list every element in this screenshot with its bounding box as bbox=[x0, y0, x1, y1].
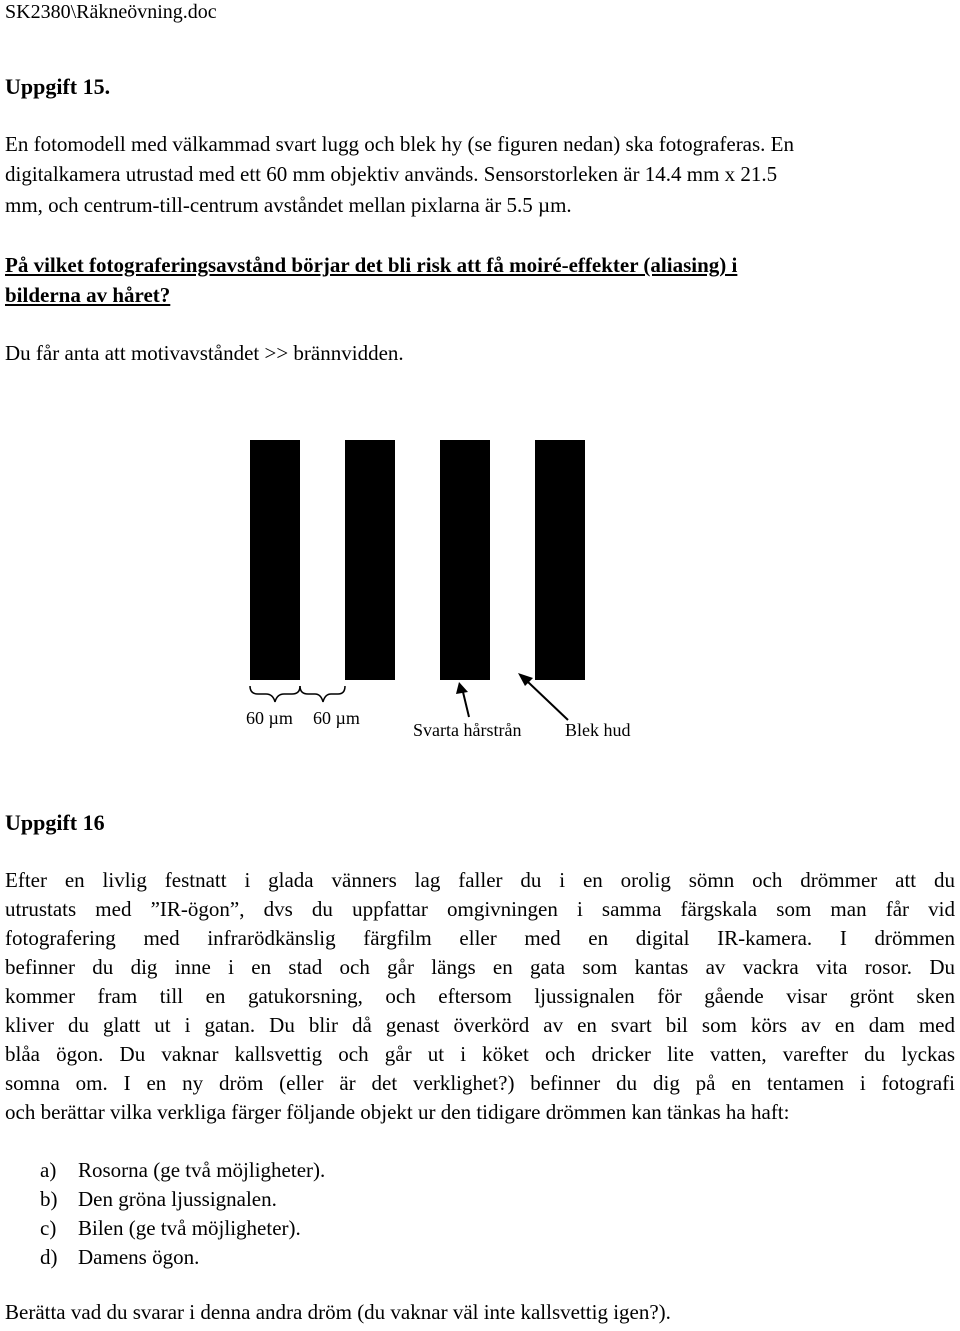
document-filename: SK2380\Räkneövning.doc bbox=[5, 1, 217, 23]
skin-label: Blek hud bbox=[565, 720, 631, 740]
list-item-letter: a) bbox=[40, 1158, 57, 1182]
width-brace-right bbox=[300, 686, 345, 702]
hair-strand-bar bbox=[250, 440, 300, 680]
list-item bbox=[40, 1185, 325, 1214]
hair-strand-bar bbox=[535, 440, 585, 680]
task-16-body-line: utrustats med ”IR-ögon”, dvs du uppfattar omgivningen i samma färgskala som man får vid bbox=[5, 897, 955, 921]
task-16-closing: Berätta vad du svarar i denna andra dröm (du vaknar väl inte kallsvettig igen?). bbox=[5, 1300, 671, 1324]
task-15-question-line-2: bilderna av håret? bbox=[5, 283, 171, 307]
hair-figure bbox=[0, 430, 960, 770]
width-label-2: 60 µm bbox=[313, 708, 360, 728]
width-label-1: 60 µm bbox=[246, 708, 293, 728]
task-15-intro-line-2: digitalkamera utrustad med ett 60 mm objektiv används. Sensorstorleken är 14.4 mm x 21.5 bbox=[5, 162, 778, 186]
task-15-question-line-1: På vilket fotograferingsavstånd börjar det bli risk att få moiré-effekter (aliasing) i bbox=[5, 253, 738, 277]
list-item bbox=[40, 1156, 325, 1185]
task-15-hint: Du får anta att motivavståndet >> brännvidden. bbox=[5, 341, 404, 365]
task-16-body-line: Efter en livlig festnatt i glada vänners lag faller du i en orolig sömn och drömmer att du bbox=[5, 868, 955, 892]
list-item bbox=[40, 1243, 325, 1272]
task-16-body-line: kliver du glatt ut i gatan. Du blir då genast överkörd av en svart bil som körs av en dam med bbox=[5, 1013, 955, 1037]
task-16-list bbox=[40, 1156, 325, 1272]
list-item-letter: d) bbox=[40, 1245, 58, 1269]
task-15-intro-line-3: mm, och centrum-till-centrum avståndet mellan pixlarna är 5.5 µm. bbox=[5, 193, 572, 217]
task-15-title: Uppgift 15. bbox=[5, 74, 111, 99]
list-item-letter: b) bbox=[40, 1187, 58, 1211]
list-item-letter: c) bbox=[40, 1216, 57, 1240]
list-item-text: Bilen (ge två möjligheter). bbox=[78, 1216, 301, 1240]
task-16-title: Uppgift 16 bbox=[5, 810, 105, 835]
hair-strand-bar bbox=[345, 440, 395, 680]
list-item bbox=[40, 1214, 325, 1243]
task-16-body-line: somna om. I en ny dröm (eller är det verklighet?) befinner du dig på en tentamen i fotografi bbox=[5, 1071, 955, 1095]
arrow-to-hair bbox=[456, 682, 468, 694]
width-brace-left bbox=[250, 686, 300, 702]
task-16-body-line: och berättar vilka verkliga färger följande objekt ur den tidigare drömmen kan tänkas ha haft: bbox=[5, 1100, 790, 1124]
list-item-text: Damens ögon. bbox=[78, 1245, 200, 1269]
task-16-body-line: fotografering med infrarödkänslig färgfilm eller med en digital IR-kamera. I drömmen bbox=[5, 926, 955, 950]
task-16-body-line: blåa ögon. Du vaknar kallsvettig och går ut i köket och dricker lite vatten, varefter du lyckas bbox=[5, 1042, 955, 1066]
list-item-text: Den gröna ljussignalen. bbox=[78, 1187, 277, 1211]
task-16-body bbox=[5, 866, 955, 1127]
hair-label: Svarta hårstrån bbox=[413, 720, 522, 740]
task-16-body-line: kommer fram till en gatukorsning, och eftersom ljussignalen för gående visar grönt sken bbox=[5, 984, 955, 1008]
list-item-text: Rosorna (ge två möjligheter). bbox=[78, 1158, 326, 1182]
task-15-intro-line-1: En fotomodell med välkammad svart lugg och blek hy (se figuren nedan) ska fotograferas. En bbox=[5, 132, 795, 156]
hair-strand-bar bbox=[440, 440, 490, 680]
task-16-body-line: befinner du dig inne i en stad och går längs en gata som kantas av vackra vita rosor. Du bbox=[5, 955, 955, 979]
